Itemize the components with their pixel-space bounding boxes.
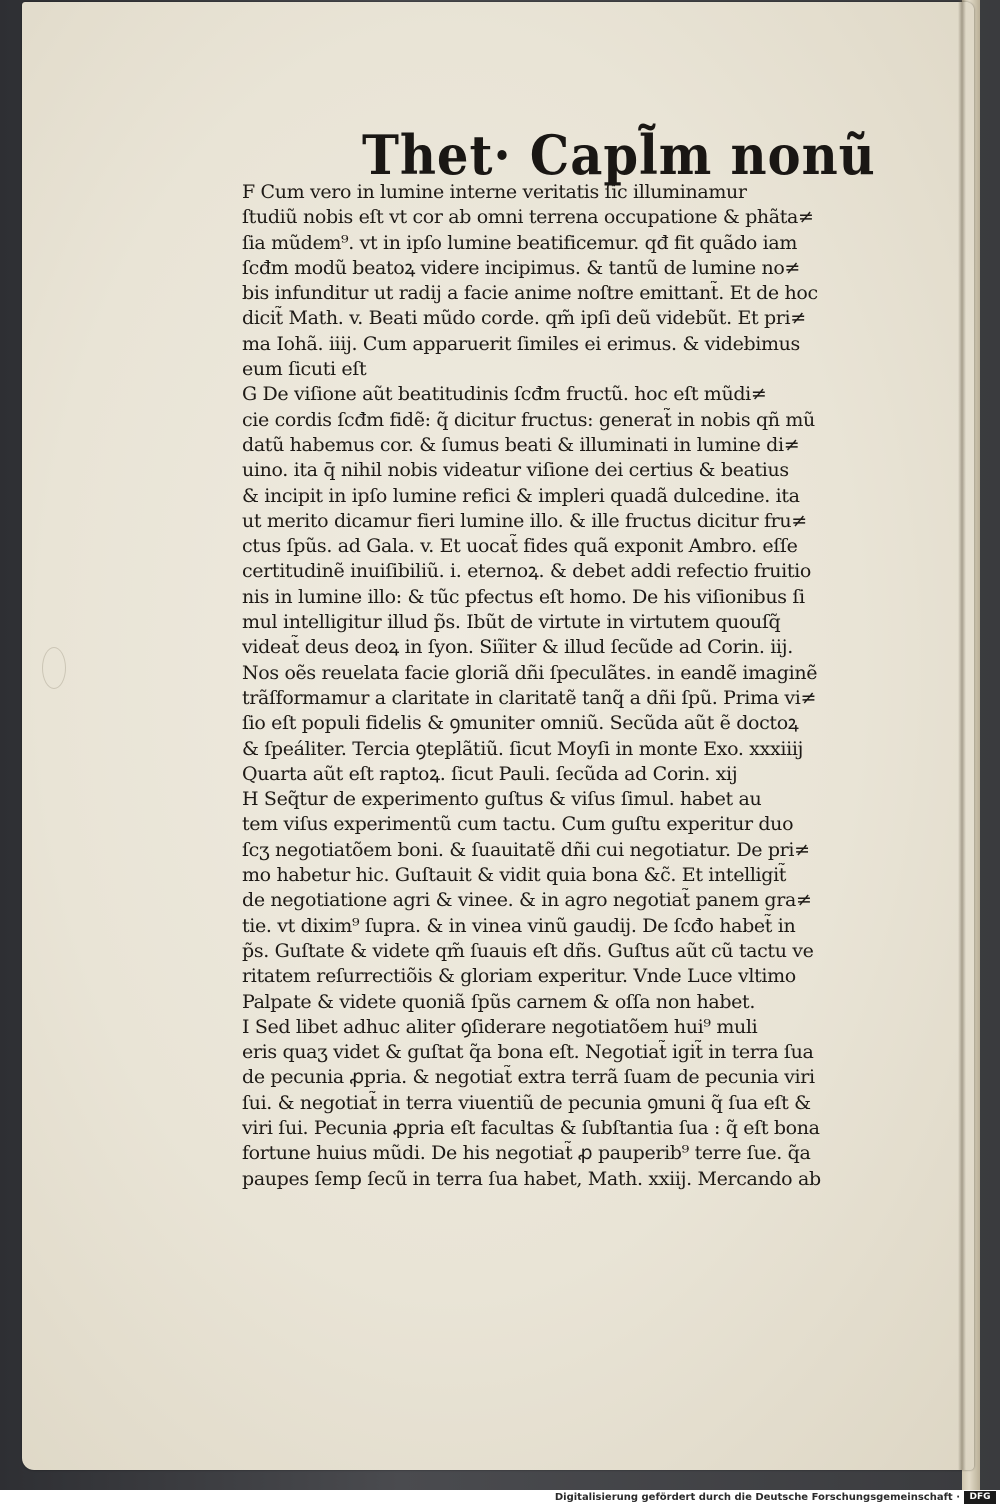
page-gutter bbox=[958, 0, 966, 1470]
text-line: tie. vt dixim⁹ ſupra. & in vinea vinũ gaudij. De ſcđo habet̃ in bbox=[242, 914, 796, 937]
text-line: viri ſui. Pecunia ꝓpria eſt facultas & ſubſtantia ſua : q̃ eſt bona bbox=[242, 1116, 820, 1139]
text-line: ut merito dicamur fieri lumine illo. & ille fructus dicitur fru≠ bbox=[242, 509, 807, 532]
text-line: datũ habemus cor. & ſumus beati & illuminati in lumine di≠ bbox=[242, 433, 800, 456]
text-line: & ſpeáliter. Tercia ꝯteplãtiũ. ſicut Moyſi in monte Exo. xxxiiij bbox=[242, 737, 804, 760]
text-line: de pecunia ꝓpria. & negotiat̃ extra terrã ſuam de pecunia viri bbox=[242, 1066, 815, 1089]
text-line: ma Iohã. iiij. Cum apparuerit ſimiles ei erimus. & videbimus bbox=[242, 332, 800, 355]
text-line: trãſformamur a claritate in claritatẽ tanq̃ a dñi ſpũ. Prima vi≠ bbox=[242, 686, 817, 709]
text-line: Palpate & videte quoniã ſpũs carnem & oſſa non habet. bbox=[242, 990, 756, 1013]
text-line: paupes ſemp ſecũ in terra ſua habet, Math. xxiij. Mercando ab bbox=[242, 1167, 821, 1190]
text-line: dicit̃ Math. v. Beati mũdo corde. qm̃ ipſi deũ videbũt. Et pri≠ bbox=[242, 307, 806, 330]
text-line: bis infunditur ut radij a facie anime noſtre emittant̃. Et de hoc bbox=[242, 282, 818, 305]
text-line: cie cordis ſcđm fidẽ: q̃ dicitur fructus: generat̃ in nobis qñ mũ bbox=[242, 408, 815, 431]
body-text bbox=[242, 180, 850, 1192]
text-line: ſtudiũ nobis eſt vt cor ab omni terrena occupatione & phãta≠ bbox=[242, 206, 814, 229]
text-line: p̃s. Guſtate & videte qm̃ ſuauis eſt dñs. Guſtus aũt cũ tactu ve bbox=[242, 939, 814, 962]
text-line: Quarta aũt eſt raptoꝝ. ſicut Pauli. ſecũda ad Corin. xij bbox=[242, 762, 738, 785]
text-line: ſcđm modũ beatoꝝ videre incipimus. & tantũ de lumine no≠ bbox=[242, 256, 800, 279]
text-line: I Sed libet adhuc aliter ꝯſiderare negotiatõem hui⁹ muli bbox=[242, 1015, 758, 1038]
dfg-logo: DFG bbox=[964, 1491, 996, 1504]
text-line: eum ſicuti eſt bbox=[242, 358, 367, 381]
text-line: tem viſus experimentũ cum tactu. Cum guſtu experitur duo bbox=[242, 813, 794, 836]
text-line: de negotiatione agri & vinee. & in agro negotiat̃ panem gra≠ bbox=[242, 889, 812, 912]
paper-stain bbox=[42, 647, 66, 689]
text-line: Nos oẽs reuelata facie gloriã dñi ſpeculãtes. in eandẽ imaginẽ bbox=[242, 661, 818, 684]
text-line: certitudinẽ inuiſibiliũ. i. eternoꝝ. & debet addi refectio fruitio bbox=[242, 560, 811, 583]
text-line: nis in lumine illo: & tũc pfectus eſt homo. De his viſionibus ſi bbox=[242, 585, 805, 608]
text-line: uino. ita q̄ nihil nobis videatur viſione dei certius & beatius bbox=[242, 459, 789, 482]
text-line: mo habetur hic. Guſtauit & vidit quia bona &c̃. Et intelligit̃ bbox=[242, 864, 787, 887]
text-line: eris quaʒ videt & guſtat q̃a bona eſt. Negotiat̃ igit̃ in terra ſua bbox=[242, 1041, 814, 1064]
text-line: F Cum vero in lumine interne veritatis ſic illuminamur bbox=[242, 181, 747, 203]
text-line: H Seq̃tur de experimento guſtus & viſus ſimul. habet au bbox=[242, 788, 762, 811]
text-line: fortune huius mũdi. De his negotiat̃ ꝓ pauperib⁹ terre ſue. q̃a bbox=[242, 1142, 811, 1165]
text-line: mul intelligitur illud p̃s. Ibũt de virtute in virtutem quouſq̃ bbox=[242, 611, 781, 634]
text-line: G De viſione aũt beatitudinis ſcđm fructũ. hoc eſt mũdi≠ bbox=[242, 383, 767, 406]
text-line: ritatem reſurrectiõis & gloriam experitur. Vnde Luce vltimo bbox=[242, 965, 796, 988]
text-line: & incipit in ipſo lumine refici & impleri quadã dulcedine. ita bbox=[242, 484, 800, 507]
footer-credit: Digitalisierung gefördert durch die Deutsche Forschungsgemeinschaft · bbox=[554, 1492, 960, 1503]
text-line: ſcʒ negotiatõem boni. & ſuauitatẽ dñi cui negotiatur. De pri≠ bbox=[242, 838, 810, 861]
text-line: ctus ſpũs. ad Gala. v. Et uocat̃ fides quã exponit Ambro. eſſe bbox=[242, 535, 798, 558]
text-line: ſio eſt populi fidelis & ꝯmuniter omniũ. Secũda aũt ẽ doctoꝝ bbox=[242, 712, 799, 735]
text-line: ſia mũdem⁹. vt in ipſo lumine beatificemur. qđ fit quãdo iam bbox=[242, 231, 797, 254]
chapter-heading: Thet· Capl̃m nonũ bbox=[362, 123, 876, 187]
text-line: videat̃ deus deoꝝ in ſyon. Siĩiter & illud ſecũde ad Corin. iij. bbox=[242, 636, 793, 659]
text-line: ſui. & negotiat̃ in terra viuentiũ de pecunia ꝯmuni q̃ ſua eſt & bbox=[242, 1091, 811, 1114]
